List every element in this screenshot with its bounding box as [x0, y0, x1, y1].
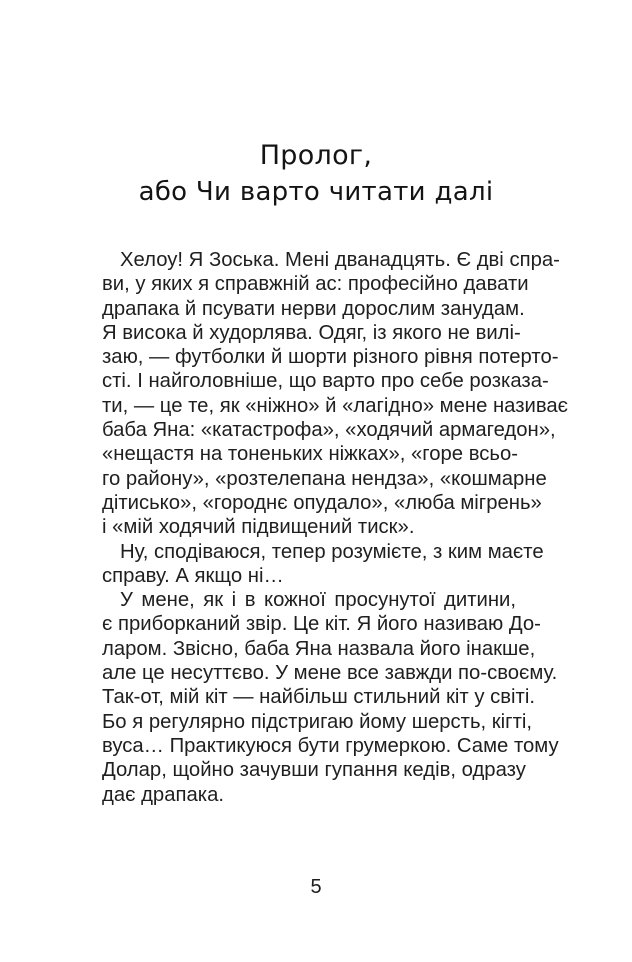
text-line: Долар, щойно зачувши гупання кедів, одразу — [102, 759, 526, 782]
text-line: але це несуттєво. У мене все завжди по-своєму. — [102, 662, 558, 685]
text-line: ларом. Звісно, баба Яна назвала його інакше, — [102, 637, 536, 660]
text-line: Ну, сподіваюся, тепер розумієте, з ким маєте — [120, 540, 544, 563]
chapter-body — [102, 248, 569, 807]
page-number: 5 — [310, 876, 322, 898]
chapter-title-line-1: Пролог, — [259, 140, 373, 171]
chapter-title-line-2: або Чи варто читати далі — [138, 177, 494, 207]
text-line: Я висока й худорлява. Одяг, із якого не вилі- — [102, 321, 521, 344]
text-line: Бо я регулярно підстригаю йому шерсть, кігті, — [102, 710, 532, 733]
text-line: сті. І найголовніше, що варто про себе розказа- — [102, 370, 549, 393]
paragraph-3 — [102, 588, 559, 807]
text-line: го району», «розтелепана нендза», «кошмарне — [102, 467, 547, 490]
text-line: і «мій ходячий підвищений тиск». — [102, 516, 415, 539]
chapter-title — [0, 138, 632, 210]
text-line: Так-от, мій кіт — найбільш стильний кіт у світі. — [102, 686, 535, 709]
paragraph-2 — [102, 540, 544, 589]
text-line: драпака й псувати нерви дорослим занудам. — [102, 297, 525, 320]
text-line: У мене, як і в кожної просунутої дитини, — [120, 589, 516, 612]
text-line: справу. А якщо ні… — [102, 564, 284, 587]
text-line: Хелоу! Я Зоська. Мені дванадцять. Є дві спра- — [120, 249, 560, 271]
text-line: вуса… Практикуюся бути грумеркою. Саме тому — [102, 734, 559, 757]
paragraph-1 — [102, 248, 569, 540]
text-line: баба Яна: «катастрофа», «ходячий армагедон», — [102, 419, 556, 442]
text-line: ви, у яких я справжній ас: професійно давати — [102, 273, 529, 296]
text-line: є приборканий звір. Це кіт. Я його називаю До- — [102, 613, 541, 636]
text-line: ти, — це те, як «ніжно» й «лагідно» мене називає — [102, 394, 569, 417]
text-line: дає драпака. — [102, 783, 224, 806]
text-line: дітисько», «городнє опудало», «люба мігрень» — [102, 491, 542, 514]
text-line: «нещастя на тоненьких ніжках», «горе всьо- — [102, 443, 519, 466]
text-line: заю, — футболки й шорти різного рівня потерто- — [102, 346, 559, 369]
